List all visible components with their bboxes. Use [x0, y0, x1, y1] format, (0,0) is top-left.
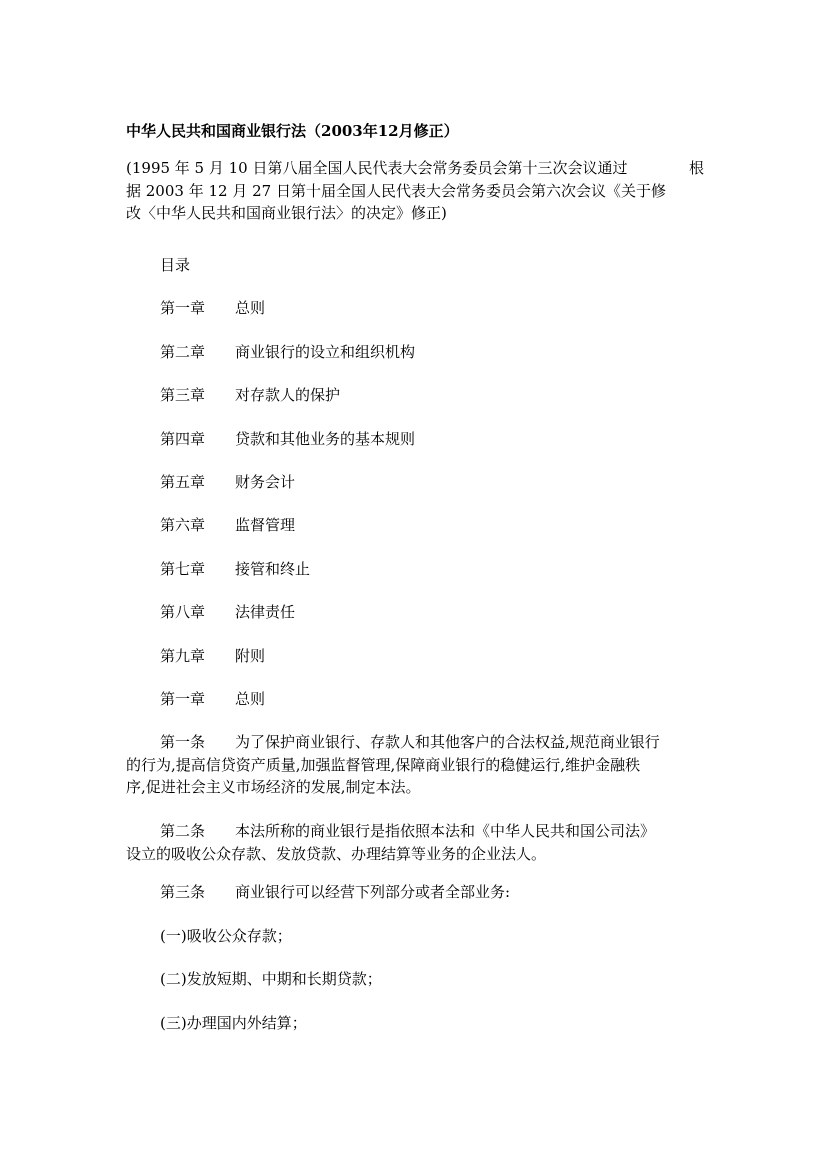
article-3-line-1 [126, 881, 704, 904]
toc-chapter-title: 商业银行的设立和组织机构 [235, 343, 416, 361]
list-item: (二)发放短期、中期和长期贷款； [160, 970, 382, 988]
toc-chapter-title: 总则 [235, 299, 266, 317]
toc-entry [160, 601, 295, 623]
toc-chapter-number: 第五章 [160, 473, 206, 491]
toc-chapter-title: 法律责任 [235, 603, 296, 621]
toc-chapter-number: 第九章 [160, 647, 206, 665]
toc-chapter-title: 贷款和其他业务的基本规则 [235, 430, 416, 448]
toc-entry [160, 558, 310, 580]
article-2-line-1 [126, 820, 704, 843]
toc-chapter-number: 第八章 [160, 603, 206, 621]
toc-chapter-number: 第七章 [160, 560, 206, 578]
article-label: 第一条 [160, 733, 206, 751]
toc-chapter-title: 监督管理 [235, 516, 296, 534]
article-text: 为了保护商业银行、存款人和其他客户的合法权益,规范商业银行 [235, 733, 660, 751]
preamble [126, 157, 704, 225]
toc-entry [160, 428, 415, 450]
toc-chapter-title: 对存款人的保护 [235, 386, 341, 404]
article-2-line-2: 设立的吸收公众存款、发放贷款、办理结算等业务的企业法人。 [126, 844, 547, 863]
toc-chapter-number: 第四章 [160, 430, 206, 448]
toc-chapter-title: 财务会计 [235, 473, 296, 491]
toc-chapter-title: 附则 [235, 647, 266, 665]
article-1 [126, 731, 704, 799]
toc-entry [160, 514, 295, 536]
toc-entry [160, 384, 340, 406]
toc-entry [160, 645, 265, 667]
list-item: (一)吸收公众存款； [160, 927, 292, 945]
preamble-line-3: 改〈中华人民共和国商业银行法〉的决定》修正) [126, 204, 447, 222]
toc-entry [160, 297, 265, 319]
toc-chapter-number: 第二章 [160, 343, 206, 361]
article-label: 第三条 [160, 883, 206, 901]
chapter-heading [160, 688, 265, 710]
article-text: 商业银行可以经营下列部分或者全部业务: [235, 883, 511, 901]
toc-heading: 目录 [160, 256, 191, 274]
article-label: 第二条 [160, 822, 206, 840]
toc-entry [160, 471, 295, 493]
article-1-line-3: 序,促进社会主义市场经济的发展,制定本法。 [126, 778, 421, 796]
article-3 [126, 881, 704, 904]
preamble-line-1-text: (1995 年 5 月 10 日第八届全国人民代表大会常务委员会第十三次会议通过 [126, 159, 628, 177]
article-1-line-2: 的行为,提高信贷资产质量,加强监督管理,保障商业银行的稳健运行,维护金融秩 [126, 755, 641, 774]
preamble-line-1-end: 根 [688, 159, 704, 177]
article-2 [126, 820, 704, 865]
document-title: 中华人民共和国商业银行法（2003年12月修正） [126, 122, 459, 140]
toc-chapter-number: 第一章 [160, 299, 206, 317]
article-1-line-1 [126, 731, 704, 754]
list-item: (三)办理国内外结算； [160, 1014, 307, 1032]
article-text: 本法所称的商业银行是指依照本法和《中华人民共和国公司法》 [235, 822, 656, 840]
chapter-title: 总则 [235, 690, 266, 708]
toc-chapter-title: 接管和终止 [235, 560, 311, 578]
toc-chapter-number: 第六章 [160, 516, 206, 534]
preamble-line-1 [126, 157, 704, 180]
chapter-number: 第一章 [160, 690, 206, 708]
toc-chapter-number: 第三章 [160, 386, 206, 404]
toc-entry [160, 341, 415, 363]
preamble-line-2: 据 2003 年 12 月 27 日第十届全国人民代表大会常务委员会第六次会议《关于修 [126, 181, 666, 200]
